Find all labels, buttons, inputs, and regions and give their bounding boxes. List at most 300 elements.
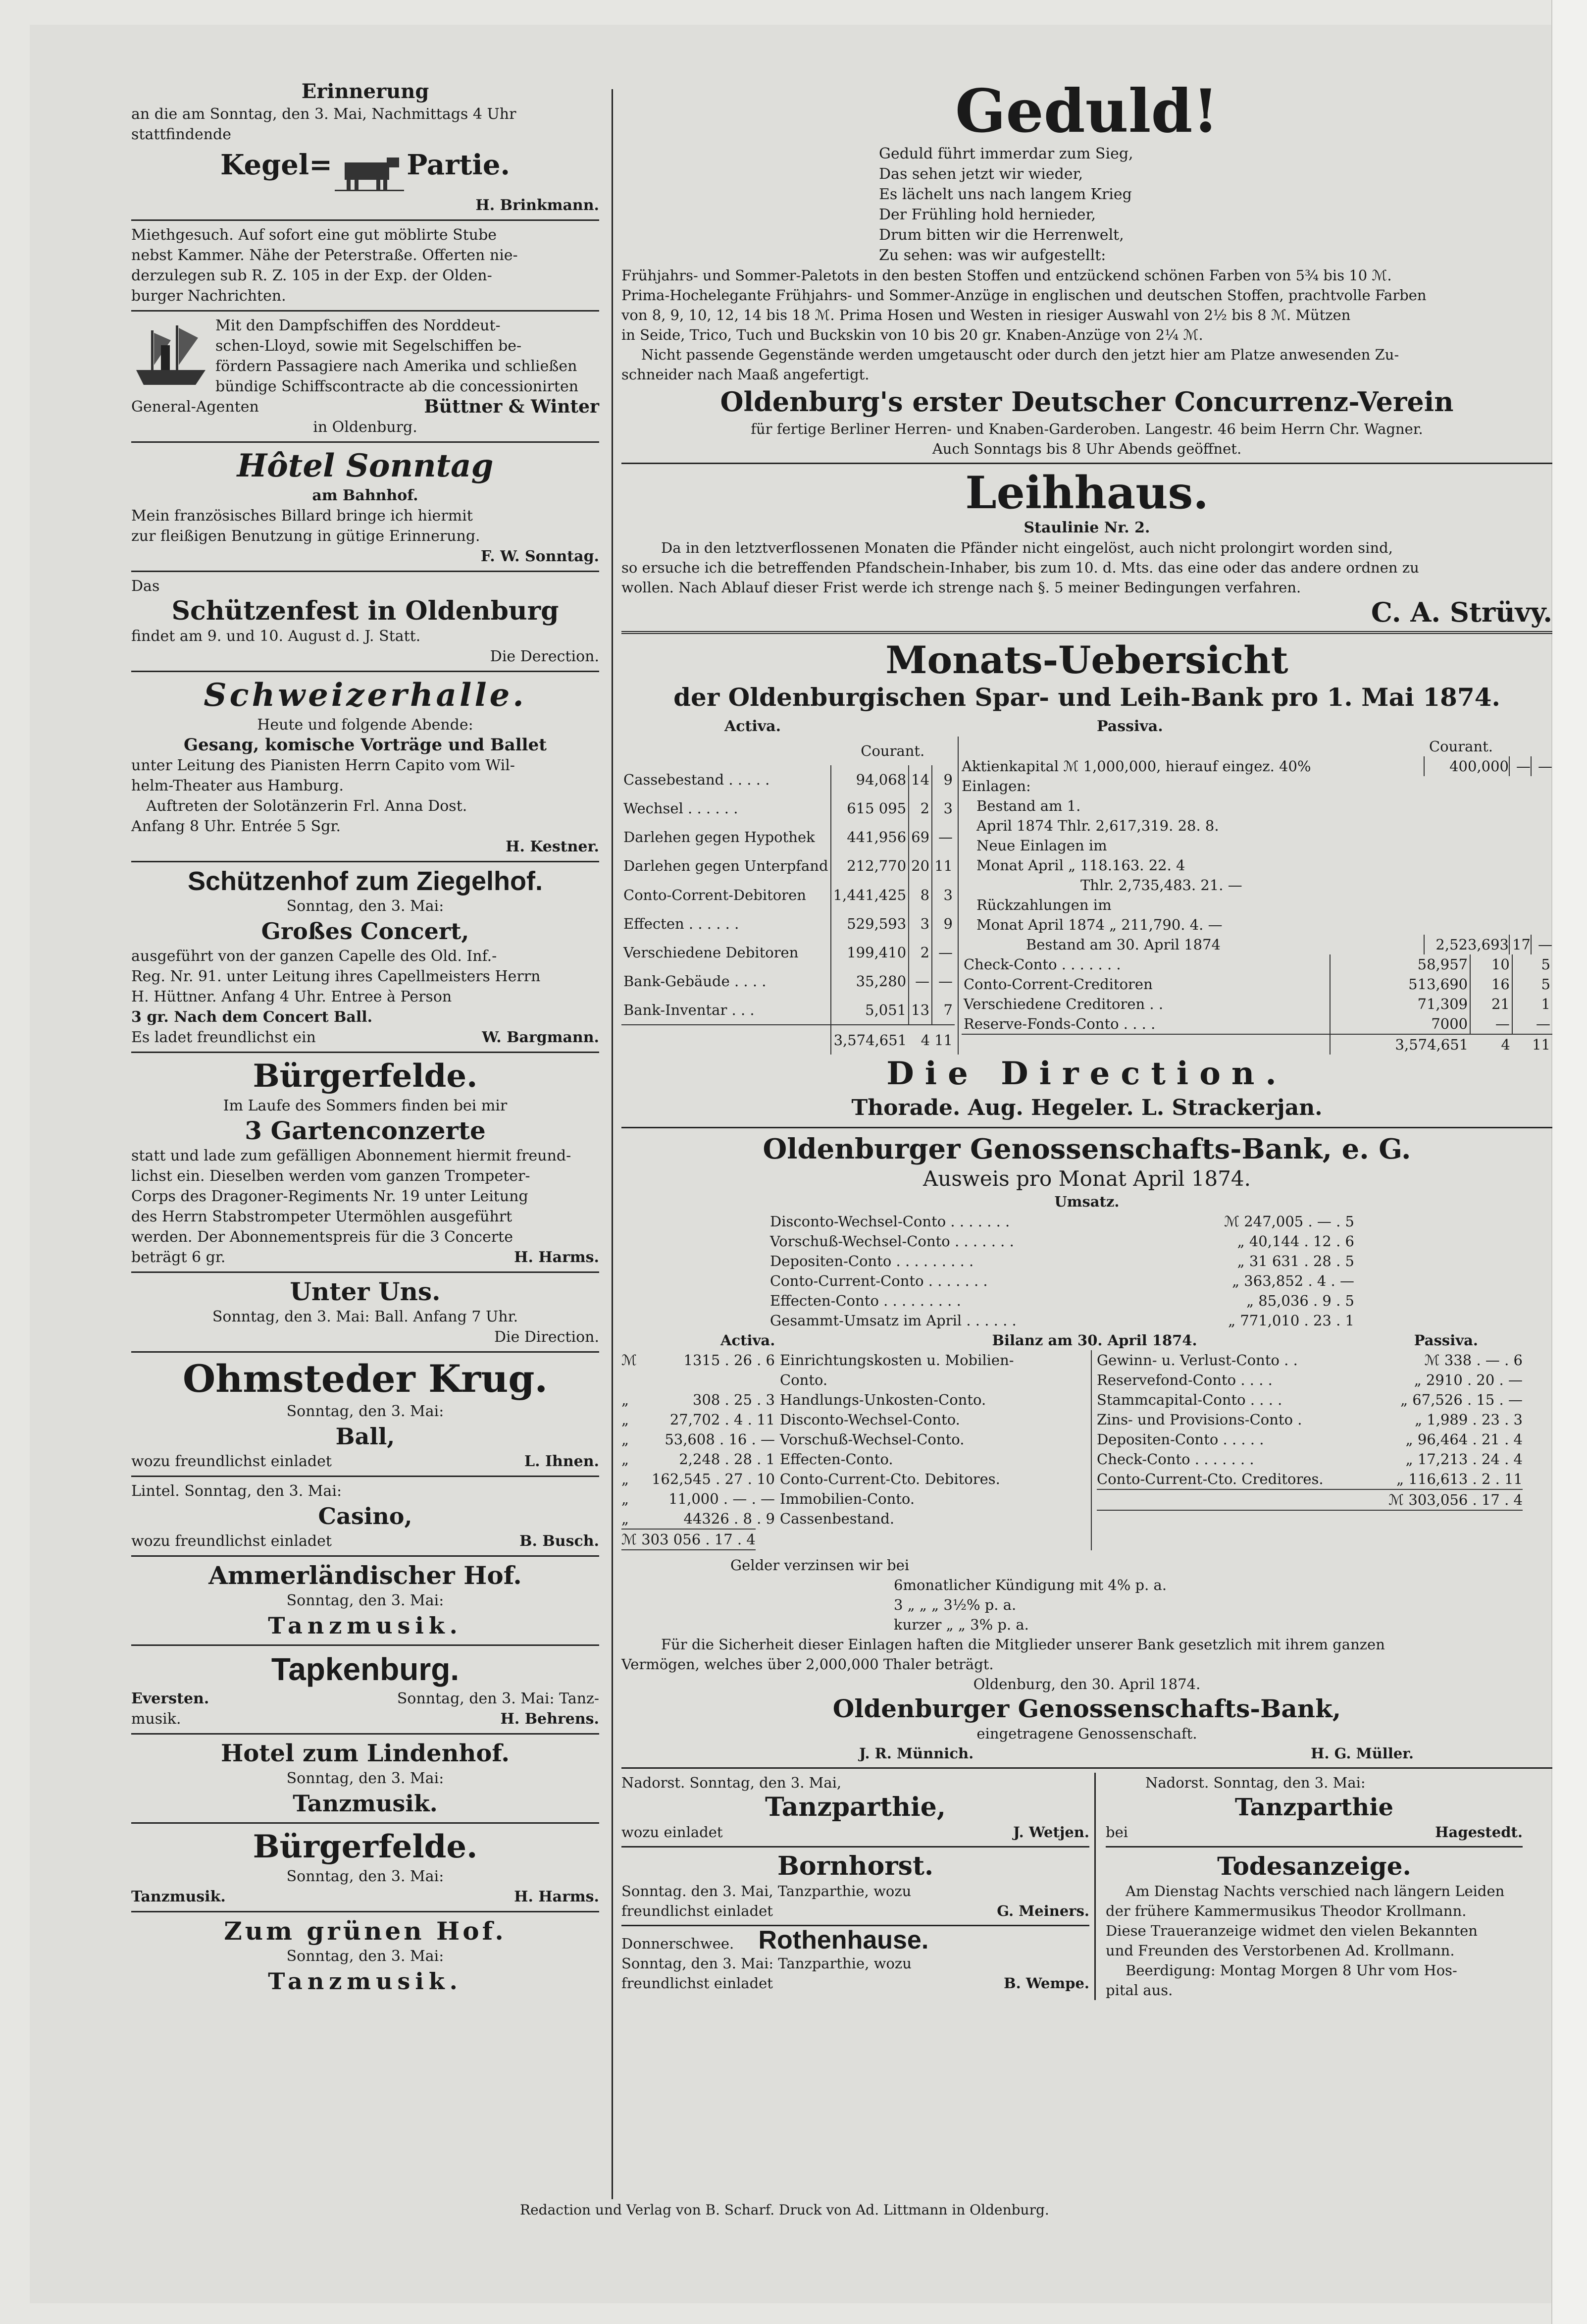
ad-title: Geduld! <box>955 76 1219 146</box>
bilanz-value: 162,545 . 27 . 10 <box>651 1471 775 1487</box>
ad-text: 3 „ „ „ 3½% p. a. <box>894 1596 1017 1613</box>
ad-title: Partie. <box>407 149 510 181</box>
bilanz-label: Conto. <box>780 1372 828 1388</box>
ad-text: der frühere Kammermusikus Theodor Krollmann. <box>1106 1902 1467 1919</box>
table-row <box>962 974 1552 994</box>
table-cell: Cassebestand . . . . . <box>623 771 770 789</box>
table-cell: 8 <box>909 880 932 909</box>
table-cell: — <box>932 967 955 996</box>
section-label: Activa. <box>724 718 781 735</box>
ad-text: Sonntag, den 3. Mai: <box>286 1591 444 1609</box>
bilanz-label: Reservefond-Conto . . . . <box>1097 1372 1273 1388</box>
ad-lloyd <box>131 316 599 437</box>
ad-title: Monats-Uebersicht <box>885 638 1288 682</box>
table-cell: 17 <box>1509 935 1531 954</box>
umsatz-label: Disconto-Wechsel-Conto . . . . . . . <box>770 1213 1010 1230</box>
ad-ziegelhof <box>131 866 599 1048</box>
table-cell: — <box>909 967 932 996</box>
currency-mark: „ <box>621 1510 629 1527</box>
ad-lindenhof <box>131 1739 599 1818</box>
bilanz-row <box>621 1390 1087 1410</box>
ad-text: Großes Concert, <box>261 917 469 945</box>
ad-text: von 8, 9, 10, 12, 14 bis 18 ℳ. Prima Hosen und Westen in riesiger Auswahl von 2½ bis 8 ℳ. Mützen <box>621 307 1351 323</box>
bilanz-value: „ 2910 . 20 . — <box>1414 1372 1523 1388</box>
table-cell: 14 <box>909 765 932 794</box>
section-label: Passiva. <box>1097 718 1163 735</box>
passiva-line: Bestand am 1. <box>976 797 1081 814</box>
ad-text: fördern Passagiere nach Amerika und schließen <box>215 357 577 375</box>
ad-title: Bürgerfelde. <box>253 1828 478 1865</box>
table-cell: Bank-Inventar . . . <box>623 1002 755 1019</box>
bilanz-row <box>621 1350 1087 1370</box>
bilanz-value: „ 1,989 . 23 . 3 <box>1415 1411 1523 1428</box>
ad-signature: H. G. Müller. <box>1311 1745 1414 1762</box>
ad-title: Unter Uns. <box>290 1276 441 1306</box>
umsatz-row <box>770 1311 1354 1330</box>
umsatz-row <box>770 1271 1354 1291</box>
ad-signature: C. A. Strüvy. <box>1371 596 1552 628</box>
table-cell: 513,690 <box>1330 974 1470 994</box>
table-cell: — <box>932 823 955 851</box>
ad-text: musik. <box>131 1710 181 1728</box>
ad-text: 3 gr. Nach dem Concert Ball. <box>131 1008 373 1026</box>
umsatz-label: Conto-Current-Conto . . . . . . . <box>770 1272 988 1289</box>
ad-text: Prima-Hochelegante Frühjahrs- und Sommer-Anzüge in englischen und deutschen Stoffen, prachtvolle Farben <box>621 287 1427 304</box>
umsatz-label: Effecten-Conto . . . . . . . . . <box>770 1292 961 1309</box>
ship-icon <box>131 316 210 395</box>
table-cell: 1,441,425 <box>831 880 909 909</box>
bilanz-value: „ 17,213 . 24 . 4 <box>1405 1451 1523 1468</box>
ad-text: Sonntag, den 3. Mai: Tanzparthie, wozu <box>621 1955 912 1972</box>
table-cell: Darlehen gegen Hypothek <box>623 829 815 846</box>
ad-miethgesuch <box>131 225 599 306</box>
table-cell: 13 <box>909 996 932 1025</box>
bilanz-label: Immobilien-Conto. <box>780 1490 915 1507</box>
total-cell: 3,574,651 <box>1330 1034 1470 1055</box>
ad-text: Sonntag, den 3. Mai: Tanz- <box>397 1690 599 1707</box>
currency-mark: „ <box>621 1471 629 1487</box>
passiva-table <box>962 954 1552 1055</box>
bilanz-row <box>621 1410 1087 1429</box>
bilanz-row <box>1097 1390 1523 1410</box>
ad-text: Lintel. Sonntag, den 3. Mai: <box>131 1482 342 1500</box>
bilanz-value <box>646 1370 780 1390</box>
table-row <box>621 880 955 909</box>
umsatz-row <box>770 1251 1354 1271</box>
table-cell: Conto-Corrent-Debitoren <box>623 886 806 903</box>
passiva-line: April 1874 Thlr. 2,617,319. 28. 8. <box>976 817 1219 834</box>
bilanz-row <box>621 1509 1087 1529</box>
table-row <box>962 1014 1552 1034</box>
ad-text: Staulinie Nr. 2. <box>1024 519 1150 536</box>
umsatz-label: Vorschuß-Wechsel-Conto . . . . . . . <box>770 1233 1014 1250</box>
table-row <box>621 909 955 938</box>
ad-title: Schützenhof zum Ziegelhof. <box>188 866 543 896</box>
passiva-line: Einlagen: <box>961 778 1031 794</box>
ad-text: 3 Gartenconzerte <box>245 1115 486 1145</box>
table-row <box>621 765 955 794</box>
ad-title: Hôtel Sonntag <box>237 447 494 484</box>
ad-buergerfelde-2 <box>131 1828 599 1907</box>
table-cell: 441,956 <box>831 823 909 851</box>
bilanz-value: „ 96,464 . 21 . 4 <box>1405 1431 1523 1448</box>
table-cell: Darlehen gegen Unterpfand <box>623 857 828 875</box>
ad-text: schen-Lloyd, sowie mit Segelschiffen be- <box>215 337 522 355</box>
ad-text: statt und lade zum gefälligen Abonnement hiermit freund- <box>131 1147 571 1164</box>
ad-casino <box>131 1481 599 1551</box>
ad-text: des Herrn Stabstrompeter Utermöhlen ausgeführt <box>131 1208 512 1225</box>
table-cell: 400,000 <box>1424 756 1509 776</box>
ad-signature: G. Meiners. <box>997 1902 1089 1919</box>
section-label: Umsatz. <box>1054 1193 1120 1210</box>
ad-signature: Die Direction. <box>494 1328 599 1346</box>
ad-text: Mit den Dampfschiffen des Norddeut- <box>215 317 501 334</box>
bilanz-value: „ 67,526 . 15 . — <box>1400 1391 1523 1408</box>
ad-title: Zum grünen Hof. <box>224 1916 507 1946</box>
table-cell: — <box>1531 756 1552 776</box>
ad-signature: L. Ihnen. <box>524 1452 599 1470</box>
bilanz-value: 44326 . 8 . 9 <box>683 1510 775 1527</box>
bilanz-row <box>1097 1410 1523 1429</box>
bilanz-value: 11,000 . — . — <box>668 1490 775 1507</box>
umsatz-value: „ 40,144 . 12 . 6 <box>1237 1233 1354 1250</box>
ad-text: Heute und folgende Abende: <box>257 716 473 734</box>
ad-text: für fertige Berliner Herren- und Knaben-Garderoben. Langestr. 46 beim Herrn Chr. Wagner. <box>751 421 1423 437</box>
ad-leihhaus <box>621 468 1552 627</box>
table-cell: Conto-Corrent-Creditoren <box>963 976 1153 993</box>
bilanz-value: ℳ 338 . — . 6 <box>1424 1352 1523 1369</box>
column-divider <box>612 89 613 2199</box>
ad-title: Hotel zum Lindenhof. <box>220 1739 510 1767</box>
table-cell: 2 <box>909 938 932 967</box>
umsatz-row <box>770 1212 1354 1231</box>
table-row <box>621 967 955 996</box>
ad-text: Corps des Dragoner-Regiments Nr. 19 unter Leitung <box>131 1187 528 1205</box>
table-cell: 9 <box>932 765 955 794</box>
ad-text: werden. Der Abonnementspreis für die 3 Concerte <box>131 1228 513 1246</box>
ad-text: Tanzmusik. <box>131 1888 226 1905</box>
total-cell: 4 <box>1470 1034 1512 1055</box>
ad-geduld <box>621 76 1552 459</box>
ad-signature: Die Derection. <box>490 647 599 665</box>
ad-text: pital aus. <box>1106 1982 1173 1999</box>
ad-text: ausgeführt von der ganzen Capelle des Old. Inf.- <box>131 947 497 965</box>
ad-text: H. Hüttner. Anfang 4 Uhr. Entree à Person <box>131 988 452 1005</box>
ad-title: Tanzparthie <box>1234 1794 1394 1821</box>
bilanz-label: Stammcapital-Conto . . . . <box>1097 1391 1282 1408</box>
ad-title: Schweizerhalle. <box>204 676 527 714</box>
ad-signature: Die Direction. <box>886 1055 1287 1092</box>
ad-gruener-hof <box>131 1916 599 1996</box>
ad-company: Oldenburger Genossenschafts-Bank, <box>832 1694 1341 1723</box>
ad-schweizerhalle <box>131 676 599 857</box>
currency-mark: „ <box>621 1431 629 1448</box>
passiva-line: Neue Einlagen im <box>976 837 1107 854</box>
imprint: Redaction und Verlag von B. Scharf. Druck von Ad. Littmann in Oldenburg. <box>520 2202 1049 2218</box>
bilanz-label: Disconto-Wechsel-Conto. <box>780 1411 960 1428</box>
ad-text: Gelder verzinsen wir bei <box>730 1557 910 1574</box>
ad-text: schneider nach Maaß angefertigt. <box>621 366 870 383</box>
ad-text: und Freunden des Verstorbenen Ad. Krollmann. <box>1106 1942 1455 1959</box>
passiva-line: Monat April „ 118.163. 22. 4 <box>976 857 1185 874</box>
ad-title: Schützenfest in Oldenburg <box>171 595 559 626</box>
currency-mark: ℳ <box>621 1352 637 1369</box>
ad-subtitle: Ausweis pro Monat April 1874. <box>922 1166 1251 1191</box>
ad-title: Erinnerung <box>301 80 429 103</box>
ad-text: Miethgesuch. Auf sofort eine gut möblirte Stube <box>131 226 497 244</box>
currency-mark: „ <box>621 1451 629 1468</box>
bilanz-value: „ 116,613 . 2 . 11 <box>1396 1471 1523 1487</box>
table-cell: 20 <box>909 851 932 880</box>
bilanz-label: Conto-Current-Cto. Debitores. <box>780 1471 1000 1487</box>
passiva-row <box>962 935 1552 954</box>
ad-text: Tanzmusik. <box>268 1967 462 1995</box>
passiva-line: Thlr. 2,735,483. 21. — <box>1080 877 1242 894</box>
ad-genossenschaftsbank <box>621 1132 1552 1763</box>
ad-text: Anfang 8 Uhr. Entrée 5 Sgr. <box>131 817 341 835</box>
ad-text: nebst Kammer. Nähe der Peterstraße. Offerten nie- <box>131 246 518 264</box>
bilanz-row <box>1097 1370 1523 1390</box>
ad-text: Am Dienstag Nachts verschied nach längern Leiden <box>1126 1883 1505 1900</box>
umsatz-label: Gesammt-Umsatz im April . . . . . . <box>770 1312 1017 1329</box>
umsatz-value: „ 85,036 . 9 . 5 <box>1246 1292 1354 1309</box>
ad-signature: H. Harms. <box>514 1248 599 1266</box>
table-cell: 58,957 <box>1330 954 1470 974</box>
currency-mark <box>621 1370 646 1390</box>
verse-line: Drum bitten wir die Herrenwelt, <box>879 226 1124 244</box>
ad-text: Es ladet freundlichst ein <box>131 1028 316 1046</box>
ad-text: am Bahnhof. <box>312 486 418 504</box>
ad-title: Todesanzeige. <box>1217 1851 1411 1881</box>
table-cell: 212,770 <box>831 851 909 880</box>
verse-line: Der Frühling hold hernieder, <box>879 206 1096 223</box>
table-cell: 35,280 <box>831 967 909 996</box>
table-cell: Effecten . . . . . . <box>623 915 739 932</box>
table-row <box>621 851 955 880</box>
ad-text: helm-Theater aus Hamburg. <box>131 777 344 794</box>
left-column <box>131 79 599 1996</box>
ad-title: Rothenhause. <box>758 1926 929 1954</box>
bilanz-row <box>621 1370 1087 1390</box>
table-cell: — <box>932 938 955 967</box>
table-cell: Verschiedene Creditoren . . <box>963 996 1164 1012</box>
ox-icon <box>335 153 404 192</box>
umsatz-value: „ 771,010 . 23 . 1 <box>1228 1312 1354 1329</box>
ad-text: Reg. Nr. 91. unter Leitung ihres Capellmeisters Herrn <box>131 967 541 985</box>
ad-title: Tanzparthie, <box>765 1792 946 1822</box>
right-column <box>621 76 1552 2000</box>
umsatz-label: Depositen-Conto . . . . . . . . . <box>770 1253 974 1269</box>
table-cell: 11 <box>932 851 955 880</box>
bottom-ads <box>621 1773 1552 2000</box>
table-cell: 71,309 <box>1330 994 1470 1014</box>
table-cell: — <box>1512 1014 1552 1034</box>
bilanz-row <box>1097 1449 1523 1469</box>
table-row <box>621 823 955 851</box>
table-cell: Wechsel . . . . . . <box>623 800 738 817</box>
ad-tapkenburg <box>131 1650 599 1729</box>
table-cell: 7000 <box>1330 1014 1470 1034</box>
ad-title: Casino, <box>318 1502 412 1530</box>
ad-text: Sonntag, den 3. Mai: <box>286 1402 444 1420</box>
ad-signature: F. W. Sonntag. <box>480 547 599 565</box>
ad-text: in Oldenburg. <box>313 418 417 436</box>
ad-ammerlaendischer-hof <box>131 1561 599 1640</box>
umsatz-value: ℳ 247,005 . — . 5 <box>1224 1213 1354 1230</box>
table-cell: 3 <box>909 909 932 938</box>
ad-text: bündige Schiffscontracte ab die concessionirten <box>215 377 579 395</box>
ad-text: Sonntag. den 3. Mai, Tanzparthie, wozu <box>621 1883 912 1900</box>
table-cell: Bank-Gebäude . . . . <box>623 972 767 990</box>
table-row <box>621 996 955 1025</box>
table-cell: Verschiedene Debitoren <box>623 944 799 961</box>
table-cell: 199,410 <box>831 938 909 967</box>
ad-text: Sonntag, den 3. Mai: <box>286 1947 444 1965</box>
ad-signature: J. R. Münnich. <box>859 1745 974 1762</box>
ad-text: burger Nachrichten. <box>131 287 286 305</box>
ad-unter-uns <box>131 1277 599 1347</box>
bilanz-row <box>1097 1469 1523 1489</box>
bilanz-row <box>1097 1429 1523 1449</box>
table-cell: 1 <box>1512 994 1552 1014</box>
ad-text: beträgt 6 gr. <box>131 1248 226 1266</box>
table-cell: Check-Conto . . . . . . . <box>963 956 1121 973</box>
table-cell: — <box>1531 935 1552 954</box>
table-cell: 3 <box>932 794 955 823</box>
ad-text: Oldenburg, den 30. April 1874. <box>973 1676 1201 1692</box>
passiva-row <box>962 756 1552 776</box>
ad-text: findet am 9. und 10. August d. J. Statt. <box>131 627 421 645</box>
table-row <box>621 938 955 967</box>
bilanz-label: Conto-Current-Cto. Creditores. <box>1097 1471 1324 1487</box>
table-row <box>962 994 1552 1014</box>
bilanz-row <box>1097 1350 1523 1370</box>
ad-company: Oldenburg's erster Deutscher Concurrenz-Verein <box>720 386 1454 418</box>
passiva-value <box>1424 756 1552 776</box>
table-cell: Reserve-Fonds-Conto . . . . <box>963 1015 1156 1032</box>
total-cell: 11 <box>1512 1034 1552 1055</box>
verse-line: Es lächelt uns nach langem Krieg <box>879 186 1132 203</box>
table-cell: 5 <box>1512 974 1552 994</box>
currency-mark: „ <box>621 1391 629 1408</box>
ad-title: Kegel= <box>220 149 333 181</box>
currency-mark: „ <box>621 1490 629 1507</box>
ad-signature: B. Wempe. <box>1004 1975 1089 1992</box>
table-cell: 615 095 <box>831 794 909 823</box>
bilanz-label: Zins- und Provisions-Conto . <box>1097 1411 1302 1428</box>
table-row <box>962 954 1552 974</box>
ad-signature: H. Kestner. <box>506 838 599 855</box>
ad-text: derzulegen sub R. Z. 105 in der Exp. der Olden- <box>131 266 492 284</box>
ad-text: Für die Sicherheit dieser Einlagen haften die Mitglieder unserer Bank gesetzlich mit ihrem ganzen <box>661 1636 1385 1653</box>
ad-text: Nadorst. Sonntag, den 3. Mai, <box>621 1774 842 1791</box>
ad-text: Donnerschwee. <box>621 1935 734 1952</box>
bilanz-row <box>621 1449 1087 1469</box>
ad-text: Nadorst. Sonntag, den 3. Mai: <box>1145 1774 1366 1791</box>
ad-title: Leihhaus. <box>965 467 1209 519</box>
table-cell: — <box>1470 1014 1512 1034</box>
bilanz-label: Handlungs-Unkosten-Conto. <box>780 1391 986 1408</box>
ad-text: so ersuche ich die betreffenden Pfandschein-Inhaber, bis zum 10. d. Mts. das eine oder das andere ordnen zu <box>621 559 1419 576</box>
bilanz-label: Einrichtungskosten u. Mobilien- <box>780 1352 1014 1369</box>
verse-line: Das sehen jetzt wir wieder, <box>879 165 1083 183</box>
bilanz-label: Effecten-Conto. <box>780 1451 893 1468</box>
ad-signature: H. Brinkmann. <box>475 196 599 214</box>
ad-title: Ohmsteder Krug. <box>182 1356 548 1401</box>
ad-text: Diese Traueranzeige widmet den vielen Bekannten <box>1106 1922 1478 1939</box>
passiva-line: Aktienkapital ℳ 1,000,000, hierauf eingez. 40% <box>961 758 1311 775</box>
ad-title: Tapkenburg. <box>271 1651 460 1687</box>
ad-text: wozu freundlichst einladet <box>131 1532 332 1550</box>
table-row <box>621 794 955 823</box>
umsatz-value: „ 31 631 . 28 . 5 <box>1237 1253 1354 1269</box>
ad-text: Sonntag, den 3. Mai: <box>286 1867 444 1885</box>
ad-text: Frühjahrs- und Sommer-Paletots in den besten Stoffen und entzückend schönen Farben von 5¾ bis 10 ℳ. <box>621 267 1392 284</box>
table-cell: 69 <box>909 823 932 851</box>
ad-text: bei <box>1106 1824 1128 1841</box>
ad-signature: Hagestedt. <box>1435 1824 1523 1841</box>
ad-text: Gesang, komische Vorträge und Ballet <box>184 735 547 755</box>
ad-text: freundlichst einladet <box>621 1975 773 1992</box>
ad-text: Eversten. <box>131 1690 209 1707</box>
page-edge <box>1551 0 1587 2324</box>
total-cell: 4 <box>909 1025 932 1055</box>
ad-subtitle: der Oldenburgischen Spar- und Leih-Bank pro 1. Mai 1874. <box>673 683 1500 712</box>
ad-text: 6monatlicher Kündigung mit 4% p. a. <box>894 1577 1167 1593</box>
ad-text: lichst ein. Dieselben werden vom ganzen Trompeter- <box>131 1167 530 1185</box>
ad-text: Sonntag, den 3. Mai: Ball. Anfang 7 Uhr. <box>212 1308 518 1325</box>
section-label: Bilanz am 30. April 1874. <box>992 1332 1197 1349</box>
table-cell: 2,523,693 <box>1424 935 1509 954</box>
ad-text: Vermögen, welches über 2,000,000 Thaler beträgt. <box>621 1656 994 1673</box>
table-cell: 5,051 <box>831 996 909 1025</box>
verse-line: Geduld führt immerdar zum Sieg, <box>879 145 1133 162</box>
ad-text: zur fleißigen Benutzung in gütige Erinnerung. <box>131 527 480 545</box>
passiva-line: Monat April 1874 „ 211,790. 4. — <box>976 916 1223 933</box>
table-cell: 21 <box>1470 994 1512 1014</box>
ad-text: Auch Sonntags bis 8 Uhr Abends geöffnet. <box>932 440 1242 457</box>
ad-text: General-Agenten <box>131 398 259 416</box>
ad-text: wozu einladet <box>621 1824 723 1841</box>
table-cell: — <box>1509 756 1531 776</box>
table-cell: 529,593 <box>831 909 909 938</box>
table-cell: 3 <box>932 880 955 909</box>
ad-erinnerung <box>131 79 599 215</box>
ad-signature: W. Bargmann. <box>482 1028 599 1046</box>
ad-text: Da in den letztverflossenen Monaten die Pfänder nicht eingelöst, auch nicht prolongirt worden sind, <box>661 539 1393 556</box>
ad-text: freundlichst einladet <box>621 1902 773 1919</box>
bilanz-value: 53,608 . 16 . — <box>665 1431 775 1448</box>
total-cell: ℳ 303 056 . 17 . 4 <box>621 1529 756 1550</box>
activa-table <box>621 737 955 1055</box>
section-label: Activa. <box>720 1332 775 1349</box>
ad-title: Bornhorst. <box>777 1851 934 1881</box>
ad-signature: B. Busch. <box>519 1532 599 1550</box>
total-cell: 3,574,651 <box>831 1025 909 1055</box>
bilanz-row <box>621 1469 1087 1489</box>
ad-text: Beerdigung: Montag Morgen 8 Uhr vom Hos- <box>1126 1962 1457 1979</box>
currency-mark: „ <box>621 1411 629 1428</box>
ad-text: unter Leitung des Pianisten Herrn Capito vom Wil- <box>131 756 515 774</box>
verse-line: Zu sehen: was wir aufgestellt: <box>879 247 1106 264</box>
bilanz-label: Depositen-Conto . . . . . <box>1097 1431 1264 1448</box>
umsatz-row <box>770 1291 1354 1311</box>
ad-text: Tanzmusik. <box>268 1612 462 1639</box>
ad-signature: H. Harms. <box>514 1888 599 1905</box>
passiva-line: Rückzahlungen im <box>976 897 1112 913</box>
ad-text: kurzer „ „ 3% p. a. <box>894 1616 1029 1633</box>
ad-text: Sonntag, den 3. Mai: <box>286 1769 444 1787</box>
